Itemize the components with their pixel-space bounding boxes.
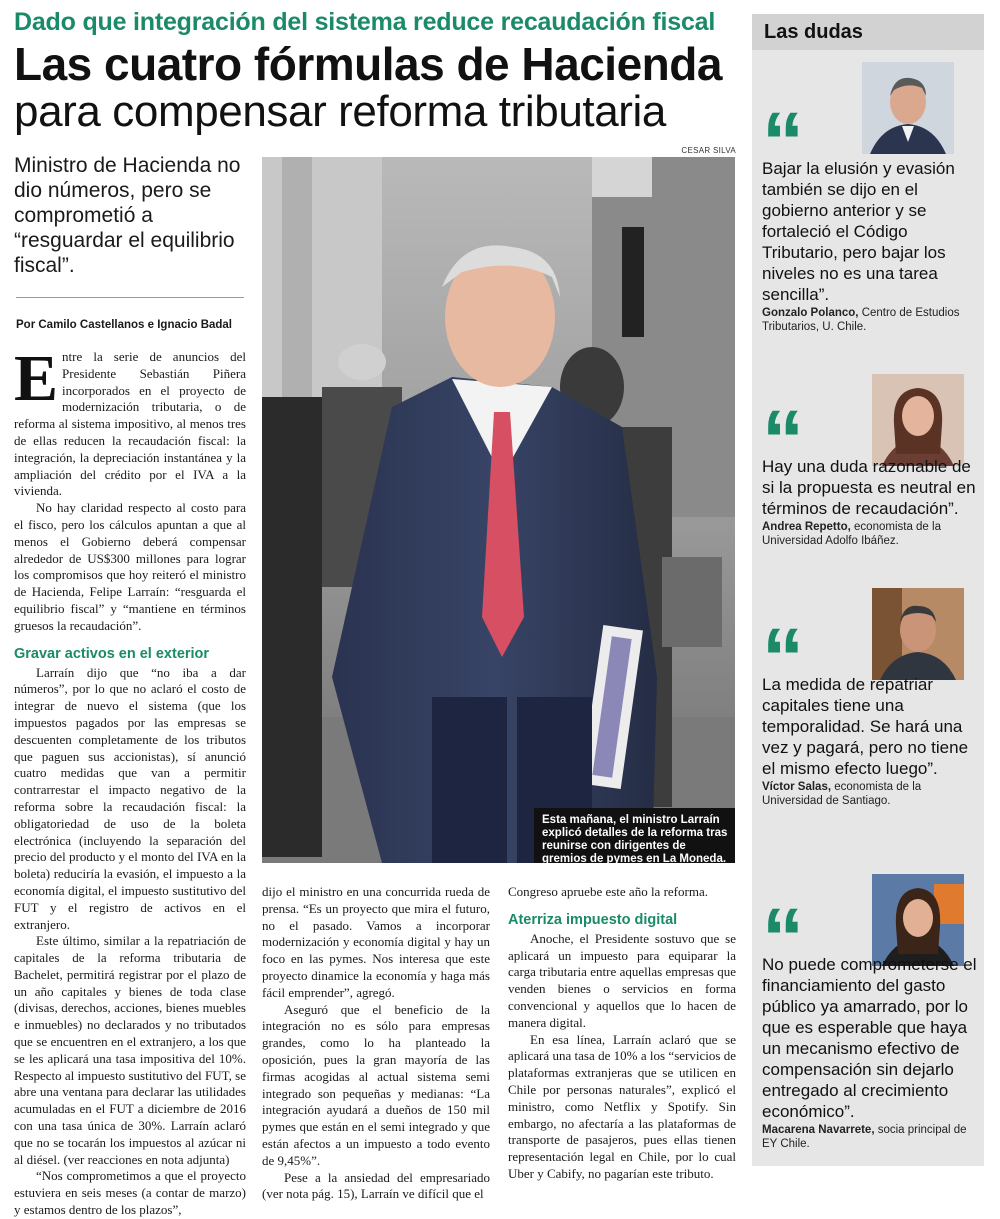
article-paragraph: Congreso apruebe este año la reforma. (508, 884, 708, 899)
quote-andrea-repetto (762, 393, 978, 548)
photo-caption: Esta mañana, el ministro Larraín explicó detalles de la reforma tras reunirse con dirigentes de gremios de pymes en La Moneda. (534, 808, 735, 863)
article-paragraph: “Nos comprometimos a que el proyecto estuviera en seis meses (a contar de marzo) y estamos dentro de los plazos”, (14, 1168, 246, 1218)
article-kicker: Dado que integración del sistema reduce recaudación fiscal (14, 8, 716, 36)
article-paragraph: Anoche, el Presidente sostuvo que se aplicará un impuesto para equiparar la carga tributaria entre aquellas empresas que venden bienes o servicios en forma convencional y aquellos que lo hacen de manera digital. (508, 930, 736, 1030)
lead-divider (16, 297, 244, 298)
article-paragraph: Aseguró que el beneficio de la integración no es sólo para empresas grandes, como lo ha planteado la oposición, pues la gran mayoría de las firmas acogidas al actual sistema semi integrado son pequeñas y medianas: “La integración ayudará a dueños de 150 mil pymes que están en el semi integrado y que están afectos a un impuesto a todo evento de 9,45%”. (262, 1001, 490, 1168)
article-paragraph: Larraín dijo que “no iba a dar números”, por lo que no aclaró el costo de integrar de nuevo el sistema (que los impuestos pagados por las empresas se descuenten completamente de los tributos que paguen sus accionistas), sí anunció cuatro medidas que van a permitir contrarrestar el impacto negativo de la reforma sobre la recaudación fiscal: la obligatoriedad de uso de la boleta electrónica (incluyendo la separación del precio del producto y el monto del IVA en la boleta) reduciría la evasión, el impuesto a la economía digital, el impuesto sustitutivo del FUT y el registro de activos en el extranjero. (14, 664, 246, 932)
quote-text: Bajar la elusión y evasión también se dijo en el gobierno anterior y se fortaleció el Código Tributario, pero bajar los niveles no es una tarea sencilla”. (762, 159, 955, 304)
quote-author: Macarena Navarrete, socia principal de EY Chile. (762, 1124, 967, 1150)
article-paragraph: Este último, similar a la repatriación de capitales de la reforma tributaria de Bachelet, permitirá registrar por el plazo de un año capitales y bienes de toda clase (divisas, derechos, acciones, bienes muebles e inmuebles) no declarados y no tributados que se encuentren en el extranjero, a los que se les aplicará una tasa impositiva del 10%. Respecto al impuesto sustitutivo del FUT, se abre una ventana para declarar las utilidades acumuladas en el FUT a diciembre de 2016 con una tasa única de 30%. Larraín aclaró que no se tocarán los impuestos al azúcar ni al diésel. (ver reacciones en nota adjunta) (14, 933, 246, 1167)
article-column-2 (262, 884, 490, 1203)
sidebar-las-dudas (752, 14, 984, 1166)
article-paragraph: No hay claridad respecto al costo para el fisco, pero los cálculos apuntan a que al menos el Gobierno deberá compensar alrededor de US$300 millones para lograr los compromisos que hoy reiteró el ministro de Hacienda, Felipe Larraín: “resguarda el equilibrio fiscal” y “mantiene en términos gruesos la recaudación”. (14, 500, 246, 633)
quote-author: Gonzalo Polanco, Centro de Estudios Tributarios, U. Chile. (762, 307, 960, 333)
article-paragraph: Entre la serie de anuncios del Presidente Sebastián Piñera incorporados en el proyecto de modernización tributaria, o de reforma al sistema impositivo, al menos tres de ellas reducen la recaudación fiscal: la integración, la depreciación instantánea y la ampliación del crédito por el IVA a la vivienda. (14, 342, 246, 499)
lead-text: Ministro de Hacienda no dio números, pero se comprometió a “resguardar el equilibrio fiscal”. (14, 154, 241, 277)
quote-mark-icon: “ (762, 891, 800, 985)
headline-line-2: para compensar reforma tributaria (14, 87, 666, 136)
quote-text: Hay una duda razonable de si la propuesta es neutral en términos de recaudación”. (762, 457, 976, 518)
quote-victor-salas (762, 611, 978, 808)
quote-author: Andrea Repetto, economista de la Universidad Adolfo Ibáñez. (762, 521, 941, 547)
headline-line-1: Las cuatro fórmulas de Hacienda (14, 38, 722, 90)
quote-text: No puede comprometerse el financiamiento del gasto público ya amarrado, por lo que es esperable que haya un mecanismo efectivo de compensación sin dejarlo entregado al crecimiento económico”. (762, 955, 977, 1121)
drop-cap: E (14, 342, 59, 415)
quote-mark-icon: “ (762, 95, 800, 189)
subheading-gravar-activos: Gravar activos en el exterior (14, 645, 210, 662)
quote-mark-icon: “ (762, 393, 800, 487)
article-column-3 (508, 884, 736, 1183)
quote-macarena-navarrete (762, 891, 978, 1151)
quote-text: La medida de repatriar capitales tiene una temporalidad. Se hará una vez y pagará, pero no tiene el mismo efecto luego”. (762, 675, 969, 778)
quote-gonzalo-polanco (762, 95, 978, 334)
photo-credit: CESAR SILVA (681, 146, 736, 155)
quote-mark-icon: “ (762, 611, 800, 705)
article-column-1 (14, 342, 246, 1219)
sidebar-title: Las dudas (752, 14, 984, 50)
quote-author: Víctor Salas, economista de la Universidad de Santiago. (762, 781, 922, 807)
subheading-aterriza-impuesto: Aterriza impuesto digital (508, 911, 678, 928)
article-paragraph: dijo el ministro en una concurrida rueda de prensa. “Es un proyecto que mira el futuro, no el pasado. Vamos a incorporar modernización y economía digital y hay un foco en las pymes. Nos interesa que este proyecto dinamice la economía y haga más fácil emprender”, agregó. (262, 884, 490, 1000)
article-paragraph: En esa línea, Larraín aclaró que se aplicará una tasa de 10% a los “servicios de plataformas extranjeras que se utilicen en Chile por personas naturales”, explicó el ministro, como Netflix y Spotify. Sin embargo, no afectaría a las plataformas de transporte de pasajeros, pues ellas tienen representación legal en Chile, por lo cual Uber y Cabify, no pagarían este tributo. (508, 1031, 736, 1181)
minister-photo (262, 157, 735, 863)
article-paragraph: Pese a la ansiedad del empresariado (ver nota pág. 15), Larraín ve difícil que el (262, 1169, 490, 1202)
byline: Por Camilo Castellanos e Ignacio Badal (16, 319, 233, 331)
